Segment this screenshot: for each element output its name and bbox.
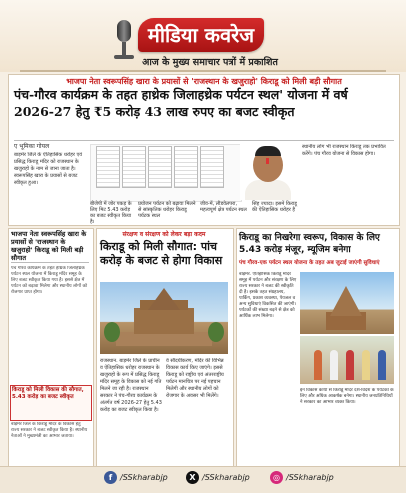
portrait-hair — [255, 146, 281, 156]
lead-story-caption: जीव-में, लीडवेलपरा, महत्वपूर्ण क्षेत्र पर्यटन स्थल — [200, 201, 247, 213]
left-column-inset-headline: किराडू को मिली विकास की सौगात, 5.43 करोड़ का बजट स्वीकृत — [12, 387, 84, 400]
portrait-tilak — [266, 158, 269, 164]
masthead-title: मीडिया कवरेज — [147, 23, 255, 47]
microphone-stand — [122, 42, 126, 56]
document-thumbnail — [200, 146, 224, 188]
lead-story-byline: ए भूमिका गोयल — [14, 143, 50, 150]
masthead-divider — [20, 70, 386, 72]
lead-story-caption: सिंह ज्यादा। इसमें किराडू की ऐतिहासिक धरोहर है — [252, 201, 297, 213]
visitor-figure — [346, 350, 354, 380]
facebook-icon[interactable]: f — [104, 471, 117, 484]
lead-story-headline: पंच-गौरव कार्यक्रम के तहत हाथ्रेक जिलाहथ्रेक पर्यटन स्थल' योजना में वर्ष 2026-27 हेतु ₹5 करोड़ 43 लाख रुपए का बजट स्वीकृत — [14, 87, 348, 119]
left-column-inset-body: बाड़मेर जिले के किराडू मंदिर के विकास हेतु राज्य सरकार ने बजट स्वीकृत किया है। स्थानीय नेताओं ने मुख्यमंत्री का आभार जताया। — [11, 422, 88, 439]
instagram-handle[interactable]: /SSkharabjp — [286, 473, 334, 482]
left-column-body: पंच गौरव कार्यक्रम के तहत हाथ्रेक जिलाहथ्रेक पर्यटन स्थल योजना में किराडू मंदिर समूह के लिए बजट स्वीकृत किया गया है। इससे क्षेत्र में पर्यटन को बढ़ावा मिलेगा और स्थानीय लोगों को रोजगार प्राप्त होगा। — [11, 266, 88, 295]
visitor-figure — [314, 350, 322, 380]
middle-story-body-left: राजस्थान. बाड़मेर जिले के प्राचीन व ऐतिहासिक धरोहर राजस्थान के खजुराहो के रूप में प्रसिद्ध किराडू मंदिर समूह के विकास को नई गति मिलने जा रही है। राजस्थान सरकार ने पंच-गौरव कार्यक्रम के अंतर्गत वर्ष 2026-27 हेतु 5.43 करोड़ का बजट स्वीकृत किया है। — [100, 358, 162, 413]
lead-story-column-text: बाड़मेर जिले के ऐतिहासिक धरोहर एवं प्रसिद्ध किराडू मंदिर को राजस्थान के खजुराहो के नाम से जाना जाता है। स्वरूपसिंह खारा के प्रयासों से बजट स्वीकृत हुआ। — [14, 152, 83, 186]
middle-story-body-right: वे सौंदर्यीकरण, मंदिर की विभिन्न विकास कार्य किए जाएंगे। इससे किराडू को राष्ट्रीय एवं अंतरराष्ट्रीय पर्यटन मानचित्र पर नई पहचान मिलेगी और स्थानीय लोगों को रोजगार के अवसर भी मिलेंगे। — [166, 358, 224, 399]
twitter-handle[interactable]: /SSkharabjp — [202, 473, 250, 482]
lead-story-caption: बीजेपी में जोर पकड़ के लिए मिट 5.43 करोड़ का बजट स्वीकृत किया है। — [90, 201, 132, 225]
visitor-figure — [378, 350, 386, 380]
document-thumbnail — [148, 146, 172, 188]
lead-story-kicker: भाजपा नेता स्वरूपसिंह खारा के प्रयासों से 'राजस्थान के खजुराहो' किराडू को मिली बड़ी सौगात — [66, 77, 342, 86]
temple-spire — [330, 286, 362, 316]
x-twitter-icon[interactable]: X — [186, 471, 199, 484]
visitor-figure — [330, 350, 338, 380]
instagram-icon[interactable]: ◎ — [270, 471, 283, 484]
right-story-bottom-body: इन विकास कार्यों से किराडू मंदिर देश-विदेश के पर्यटकों के लिए और अधिक आकर्षक बनेगा। स्थानीय जनप्रतिनिधियों ने सरकार का आभार व्यक्त किया। — [300, 388, 394, 405]
middle-story-kicker: संरक्षण व संरक्षण को लेकर बड़ा कदम — [122, 231, 206, 238]
document-thumbnail — [174, 146, 198, 188]
tree — [208, 322, 224, 342]
right-story-subhead: पंच गौरव-एक पर्यटन स्थल योजना के तहत अब जुटाई जाएंगी सुविधाएं — [239, 260, 380, 266]
document-thumbnail — [96, 146, 120, 188]
temple-spire — [148, 288, 180, 310]
temple-body — [134, 308, 194, 334]
microphone-icon — [117, 20, 131, 42]
temple-base — [116, 332, 212, 346]
tree — [104, 322, 120, 342]
middle-story-headline: किराडू को मिली सौगात: पांच करोड़ के बजट से होगा विकास — [100, 240, 223, 267]
left-column-rule — [11, 262, 89, 263]
portrait-shirt — [245, 180, 291, 200]
right-story-headline: किराडू का निखरेगा स्वरूप, विकास के लिए 5.43 करोड़ मंजूर, म्यूजिम बनेगा — [239, 233, 380, 255]
left-column-headline: भाजपा नेता स्वरूपसिंह खारा के प्रयासों से 'राजस्थान के खजुराहो' किराडू को मिली बड़ी सौगात — [11, 230, 87, 262]
lead-story-right-column: स्थानीय लोग भी राजस्थान किराडू तक प्रभावित करेंगे। पंच गौरव योजना से विकास होगा। — [302, 144, 386, 157]
lead-story-rule — [14, 140, 394, 141]
document-thumbnail — [122, 146, 146, 188]
right-story-body: बाड़मेर. ऐतिहासिक किराडू मंदिर समूह में पर्यटन और संरक्षण के लिए राज्य सरकार ने बजट की स्वीकृति दी है। इसके तहत संग्रहालय, पार्किंग, प्रकाश व्यवस्था, पेयजल व अन्य सुविधाएं विकसित की जाएंगी। पर्यटकों की संख्या बढ़ने से क्षेत्र को आर्थिक लाभ मिलेगा। — [239, 272, 297, 319]
visitor-figure — [362, 350, 370, 380]
masthead-subtitle: आज के मुख्य समाचार पत्रों में प्रकाशित — [142, 57, 278, 68]
facebook-handle[interactable]: /SSkharabjp — [120, 473, 168, 482]
lead-story-caption: प्रयोजन पर्यटन को बढ़ावा मिलने से सांस्कृतिक धरोहर किराडू पर्यटक स्थल — [138, 201, 196, 219]
